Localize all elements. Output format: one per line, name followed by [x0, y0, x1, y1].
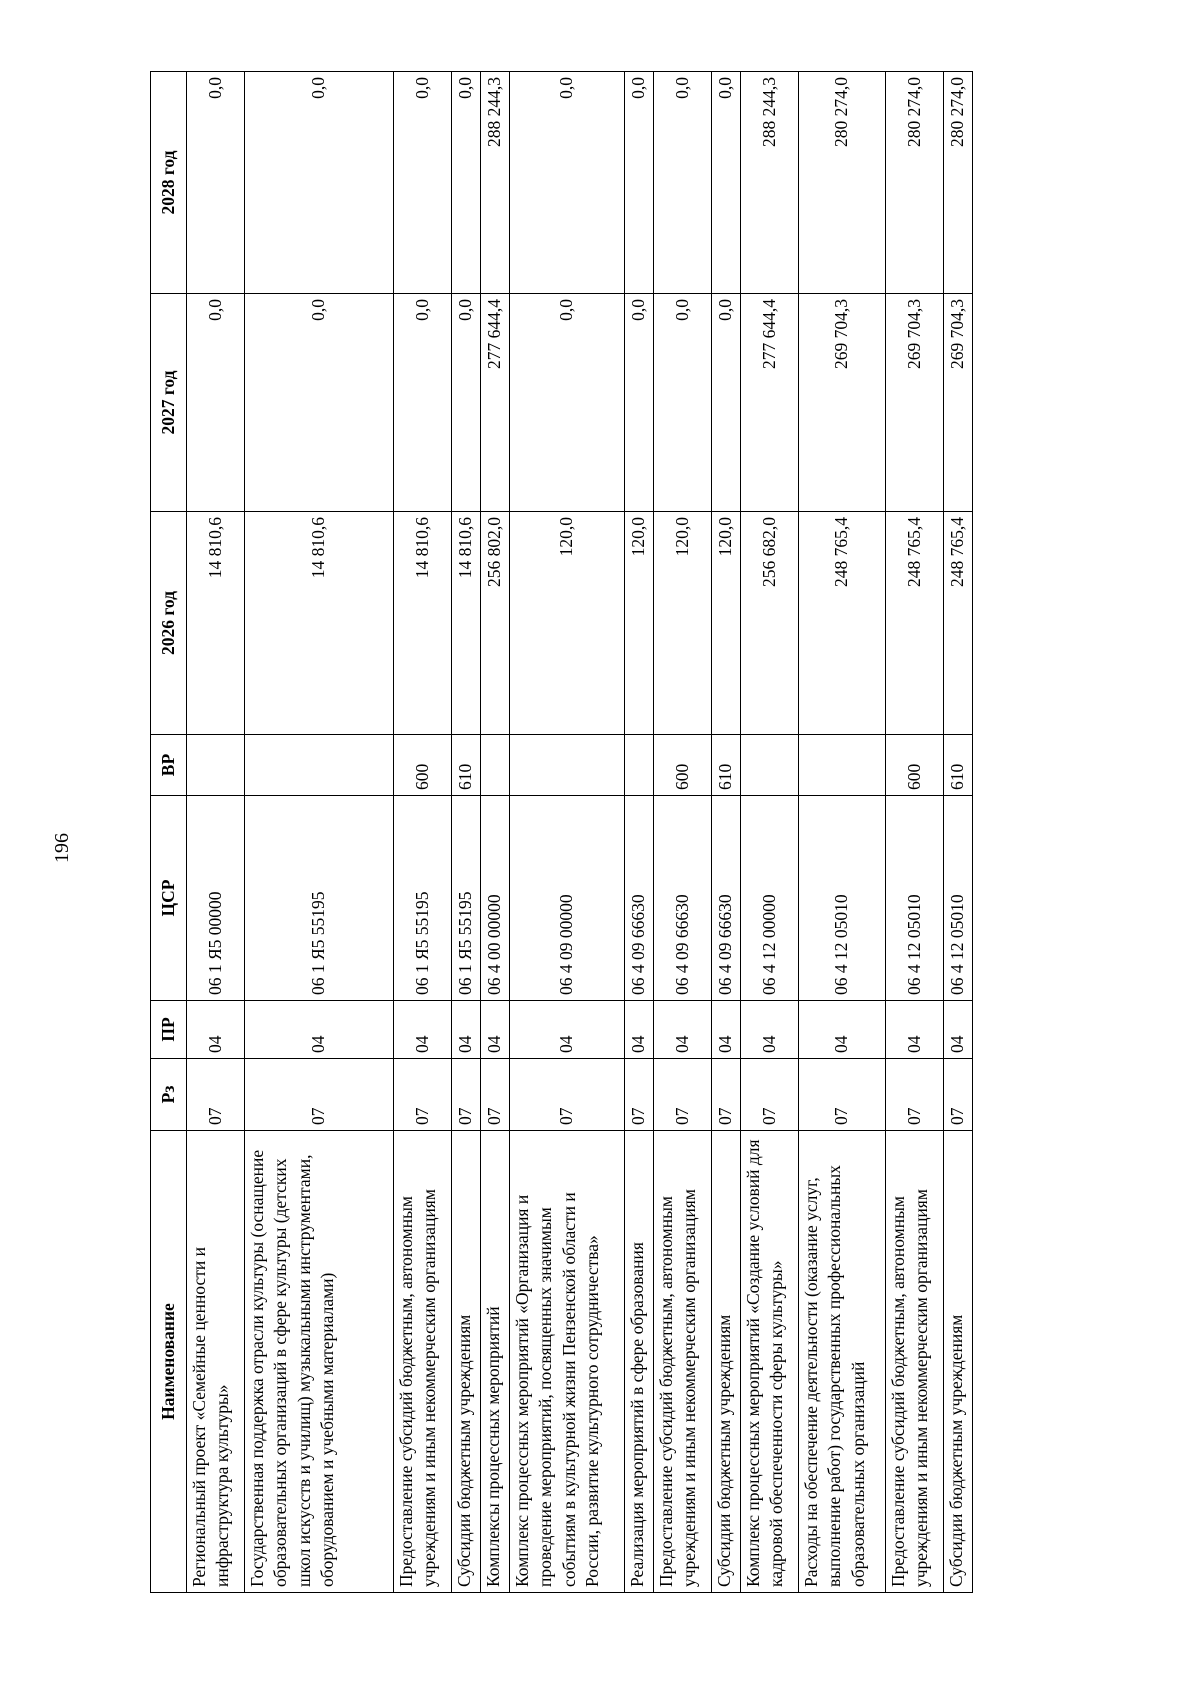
- table-body: [187, 72, 973, 1593]
- cell-csr: 06 1 Я5 55195: [394, 796, 452, 1001]
- cell-csr: 06 4 12 05010: [886, 796, 944, 1001]
- cell-vr: [481, 735, 510, 796]
- cell-vr: 600: [886, 735, 944, 796]
- header-vr: ВР: [151, 735, 187, 796]
- cell-rz: 07: [481, 1059, 510, 1131]
- table-row: [741, 72, 799, 1593]
- cell-y2026: 120,0: [625, 512, 654, 735]
- cell-pr: 04: [799, 1001, 886, 1059]
- table-row: [799, 72, 886, 1593]
- cell-y2027: 269 704,3: [799, 294, 886, 512]
- cell-csr: 06 1 Я5 00000: [187, 796, 245, 1001]
- cell-pr: 04: [187, 1001, 245, 1059]
- cell-pr: 04: [245, 1001, 394, 1059]
- cell-vr: [741, 735, 799, 796]
- table-row: [712, 72, 741, 1593]
- cell-y2026: 256 682,0: [741, 512, 799, 735]
- cell-name: Региональный проект «Семейные ценности и инфраструктура культуры»: [187, 1131, 245, 1593]
- cell-y2028: 288 244,3: [481, 72, 510, 294]
- cell-name: Комплекс процессных мероприятий «Организация и проведение мероприятий, посвященных значимым событиям в культурной жизни Пензенской области и России, развитие культурного сотрудничества»: [510, 1131, 625, 1593]
- cell-y2027: 0,0: [625, 294, 654, 512]
- cell-y2028: 0,0: [394, 72, 452, 294]
- cell-y2026: 120,0: [712, 512, 741, 735]
- cell-y2026: 14 810,6: [187, 512, 245, 735]
- cell-y2028: 280 274,0: [886, 72, 944, 294]
- cell-y2026: 14 810,6: [452, 512, 481, 735]
- cell-name: Субсидии бюджетным учреждениям: [712, 1131, 741, 1593]
- cell-csr: 06 4 12 05010: [799, 796, 886, 1001]
- cell-pr: 04: [394, 1001, 452, 1059]
- cell-pr: 04: [741, 1001, 799, 1059]
- table-row: [187, 72, 245, 1593]
- table-row: [510, 72, 625, 1593]
- cell-pr: 04: [510, 1001, 625, 1059]
- cell-rz: 07: [452, 1059, 481, 1131]
- cell-y2028: 288 244,3: [741, 72, 799, 294]
- table-row: [625, 72, 654, 1593]
- cell-y2026: 14 810,6: [394, 512, 452, 735]
- table-row: [245, 72, 394, 1593]
- cell-name: Предоставление субсидий бюджетным, автономным учреждениям и иным некоммерческим организациям: [654, 1131, 712, 1593]
- cell-csr: 06 1 Я5 55195: [452, 796, 481, 1001]
- cell-vr: [245, 735, 394, 796]
- cell-rz: 07: [799, 1059, 886, 1131]
- cell-vr: 600: [654, 735, 712, 796]
- header-name: Наименование: [151, 1131, 187, 1593]
- header-2027: 2027 год: [151, 294, 187, 512]
- header-2026: 2026 год: [151, 512, 187, 735]
- cell-csr: 06 4 09 00000: [510, 796, 625, 1001]
- cell-rz: 07: [944, 1059, 973, 1131]
- budget-table-container: [150, 72, 968, 1593]
- cell-rz: 07: [741, 1059, 799, 1131]
- cell-name: Расходы на обеспечение деятельности (оказание услуг, выполнение работ) государственных профессиональных образовательных организаций: [799, 1131, 886, 1593]
- cell-vr: [625, 735, 654, 796]
- cell-y2027: 0,0: [712, 294, 741, 512]
- header-rz: Рз: [151, 1059, 187, 1131]
- cell-name: Комплексы процессных мероприятий: [481, 1131, 510, 1593]
- cell-vr: [187, 735, 245, 796]
- cell-pr: 04: [481, 1001, 510, 1059]
- cell-y2027: 277 644,4: [481, 294, 510, 512]
- page-number: 196: [51, 833, 73, 863]
- cell-csr: 06 4 00 00000: [481, 796, 510, 1001]
- cell-name: Комплекс процессных мероприятий «Создание условий для кадровой обеспеченности сферы культуры»: [741, 1131, 799, 1593]
- cell-pr: 04: [886, 1001, 944, 1059]
- cell-y2028: 0,0: [712, 72, 741, 294]
- cell-pr: 04: [944, 1001, 973, 1059]
- cell-y2026: 120,0: [510, 512, 625, 735]
- cell-vr: 610: [452, 735, 481, 796]
- cell-pr: 04: [654, 1001, 712, 1059]
- cell-y2027: 0,0: [187, 294, 245, 512]
- cell-y2027: 0,0: [245, 294, 394, 512]
- table-row: [654, 72, 712, 1593]
- table-header-row: [151, 72, 187, 1593]
- header-csr: ЦСР: [151, 796, 187, 1001]
- cell-y2028: 0,0: [510, 72, 625, 294]
- cell-vr: 610: [712, 735, 741, 796]
- cell-y2027: 0,0: [654, 294, 712, 512]
- cell-name: Реализация мероприятий в сфере образования: [625, 1131, 654, 1593]
- cell-y2027: 0,0: [452, 294, 481, 512]
- cell-y2026: 120,0: [654, 512, 712, 735]
- cell-name: Государственная поддержка отрасли культуры (оснащение образовательных организаций в сфере культуры (детских школ искусств и училищ) музыкальными инструментами, оборудованием и учебными материалами): [245, 1131, 394, 1593]
- cell-vr: [510, 735, 625, 796]
- cell-name: Предоставление субсидий бюджетным, автономным учреждениям и иным некоммерческим организациям: [394, 1131, 452, 1593]
- cell-y2026: 14 810,6: [245, 512, 394, 735]
- cell-y2027: 269 704,3: [886, 294, 944, 512]
- cell-rz: 07: [654, 1059, 712, 1131]
- cell-y2027: 0,0: [394, 294, 452, 512]
- cell-csr: 06 4 09 66630: [712, 796, 741, 1001]
- table-row: [944, 72, 973, 1593]
- cell-y2027: 0,0: [510, 294, 625, 512]
- cell-name: Субсидии бюджетным учреждениям: [452, 1131, 481, 1593]
- header-pr: ПР: [151, 1001, 187, 1059]
- cell-csr: 06 4 12 05010: [944, 796, 973, 1001]
- cell-csr: 06 4 09 66630: [654, 796, 712, 1001]
- cell-vr: [799, 735, 886, 796]
- cell-vr: 610: [944, 735, 973, 796]
- cell-y2026: 248 765,4: [944, 512, 973, 735]
- cell-y2028: 280 274,0: [944, 72, 973, 294]
- cell-y2028: 0,0: [654, 72, 712, 294]
- cell-name: Предоставление субсидий бюджетным, автономным учреждениям и иным некоммерческим организациям: [886, 1131, 944, 1593]
- cell-y2028: 0,0: [187, 72, 245, 294]
- cell-pr: 04: [452, 1001, 481, 1059]
- cell-name: Субсидии бюджетным учреждениям: [944, 1131, 973, 1593]
- cell-y2026: 248 765,4: [799, 512, 886, 735]
- table-row: [481, 72, 510, 1593]
- cell-y2027: 269 704,3: [944, 294, 973, 512]
- cell-pr: 04: [625, 1001, 654, 1059]
- cell-y2027: 277 644,4: [741, 294, 799, 512]
- cell-y2028: 0,0: [245, 72, 394, 294]
- cell-rz: 07: [886, 1059, 944, 1131]
- budget-table: [150, 71, 973, 1593]
- cell-csr: 06 1 Я5 55195: [245, 796, 394, 1001]
- cell-y2028: 280 274,0: [799, 72, 886, 294]
- cell-rz: 07: [245, 1059, 394, 1131]
- cell-rz: 07: [394, 1059, 452, 1131]
- cell-csr: 06 4 12 00000: [741, 796, 799, 1001]
- cell-rz: 07: [510, 1059, 625, 1131]
- cell-y2028: 0,0: [452, 72, 481, 294]
- table-row: [452, 72, 481, 1593]
- cell-y2028: 0,0: [625, 72, 654, 294]
- cell-pr: 04: [712, 1001, 741, 1059]
- cell-y2026: 256 802,0: [481, 512, 510, 735]
- cell-rz: 07: [187, 1059, 245, 1131]
- cell-csr: 06 4 09 66630: [625, 796, 654, 1001]
- table-row: [886, 72, 944, 1593]
- table-row: [394, 72, 452, 1593]
- cell-rz: 07: [712, 1059, 741, 1131]
- cell-y2026: 248 765,4: [886, 512, 944, 735]
- cell-rz: 07: [625, 1059, 654, 1131]
- header-2028: 2028 год: [151, 72, 187, 294]
- cell-vr: 600: [394, 735, 452, 796]
